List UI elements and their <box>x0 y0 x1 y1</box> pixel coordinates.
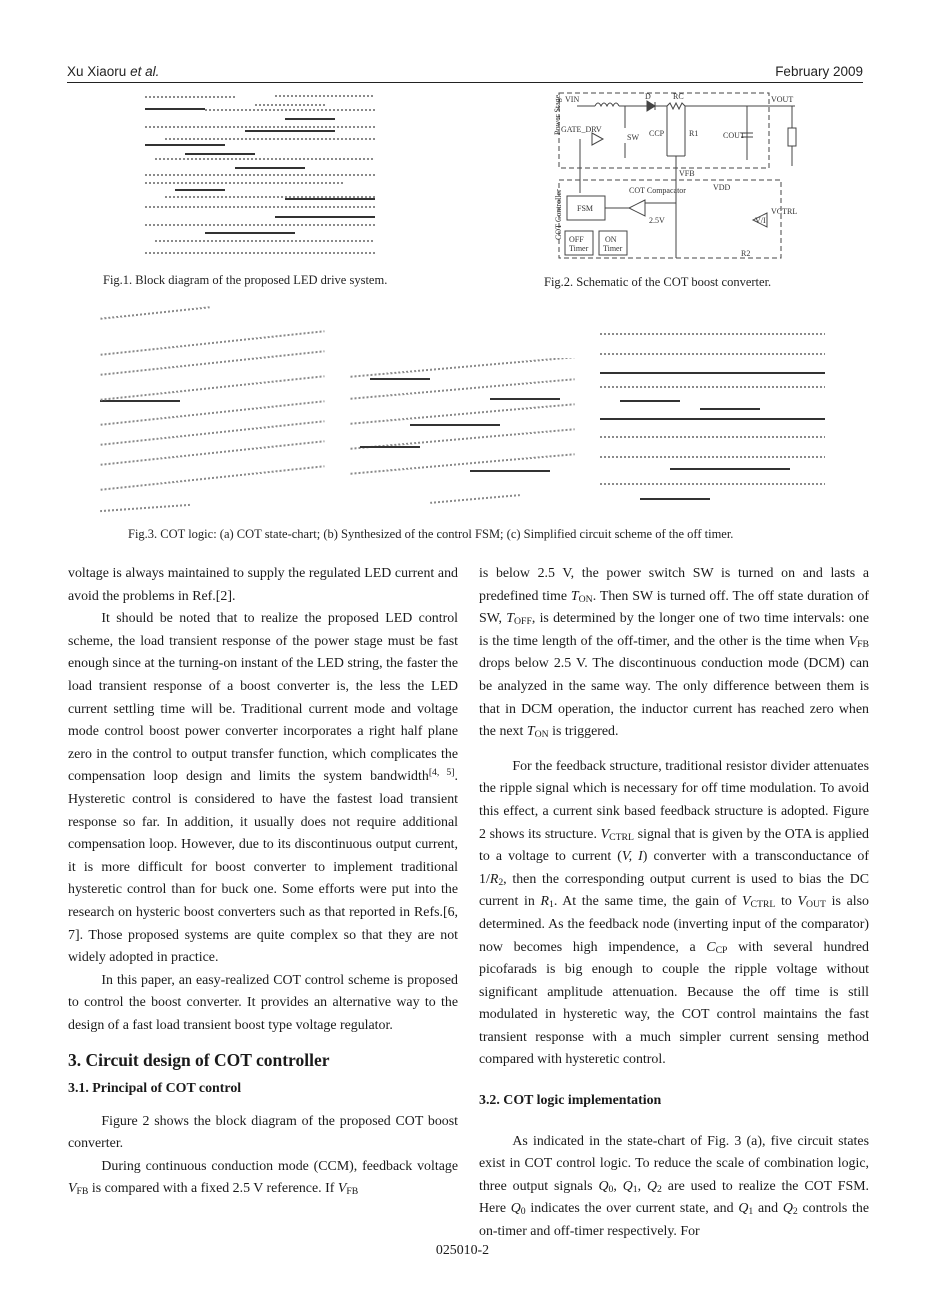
header-date: February 2009 <box>775 64 863 79</box>
svg-text:2.5V: 2.5V <box>649 216 665 225</box>
svg-text:VFB: VFB <box>679 169 695 178</box>
paragraph: During continuous conduction mode (CCM), feedback voltage $V_{FB}$ is compared with a fixed 2.5 V reference. If $V_{FB}$ <box>68 1158 458 1198</box>
svg-text:SW: SW <box>627 133 639 142</box>
paragraph: As indicated in the state-chart of Fig. 3 (a), five circuit states exist in COT control logic. To reduce the scale of combination logic, three output signals $Q_0$, $Q_1$, $Q_2$ are used to realize the COT FSM. Here $Q_0$ indicates the over current state, and $Q_1$ and $Q_2$ controls the on-timer and off-timer respectively. For <box>479 1133 870 1240</box>
svg-text:CCP: CCP <box>649 129 665 138</box>
paragraph: It should be noted that to realize the proposed LED control scheme, the load transient response of the power stage must be fast enough since at the turning-on instant of the LED string, the faster the load transient response of a boost converter is, the less the LED current settling time will be. Traditional current mode and voltage mode control boost power converter incorporates a right half plane zero in the control to output transfer function, which complicates the compensation loop design and limits the system bandwidth[4, 5]. Hysteretic control is considered to have the fastest load transient response so far. In addition, it usually does not require additional compensation loop. However, due to its discontinuous output current, it is more difficult for boost converter to implement traditional hysteretic control than for buck one. Some efforts were put into the research on hysteric boost converters such as that reported in Refs.[6, 7]. Those proposed systems are quite complex so that they are not widely adopted in practice. <box>68 611 458 966</box>
svg-text:FSM: FSM <box>577 204 594 213</box>
svg-text:ON: ON <box>605 235 617 244</box>
svg-text:GATE_DRV: GATE_DRV <box>561 125 602 134</box>
svg-text:VIN: VIN <box>565 95 580 104</box>
svg-text:OFF: OFF <box>569 235 584 244</box>
right-column <box>479 563 869 1244</box>
svg-text:RC: RC <box>673 92 684 101</box>
paragraph: For the feedback structure, traditional resistor divider attenuates the ripple signal which is necessary for off time modulation. To avoid this effect, a current sink based feedback structure is adopted. Figure 2 shows its structure. $V_{CTRL}$ signal that is given by the OTA is applied to a voltage to current (V, I) converter with a transconductance of $1/R_2$, then the corresponding output current is used to bias the DC current in $R_1$. At the same time, the gain of $V_{CTRL}$ to $V_{OUT}$ is also determined. As the feedback node (inverting input of the comparator) now becomes high impendence, a $C_{CP}$ with several hundred picofarads is big enough to couple the ripple voltage without significant amplitude attenuation. Because the off time is still modulated in hysteretic way, the COT control maintains the fast transient response with a much simpler current sensing method compared with hysteretic control. <box>479 758 869 1068</box>
figure-3c-image <box>600 328 825 513</box>
svg-text:Power Stage: Power Stage <box>553 94 562 135</box>
figure-1-caption: Fig.1. Block diagram of the proposed LED drive system. <box>103 273 388 287</box>
svg-text:Timer: Timer <box>569 244 589 253</box>
paragraph: Figure 2 shows the block diagram of the proposed COT boost converter. <box>68 1113 458 1152</box>
svg-text:VCTRL: VCTRL <box>771 207 798 216</box>
svg-text:COT Compacator: COT Compacator <box>629 186 686 195</box>
subsection-heading-3-1: 3.1. Principal of COT control <box>68 1081 242 1097</box>
paragraph: voltage is always maintained to supply the regulated LED current and avoid the problems in Ref.[2]. <box>68 566 458 604</box>
svg-text:Timer: Timer <box>603 244 623 253</box>
svg-text:COUT: COUT <box>723 131 745 140</box>
paragraph: is below 2.5 V, the power switch SW is turned on and lasts a predefined time $T_{ON}$. Then SW is turned off. The off state duration of SW, $T_{OFF}$, is determined by the longer one of two time intervals: one is the time length of the off-timer, and the other is the time when $V_{FB}$ drops below 2.5 V. The discontinuous conduction mode (DCM) can be analyzed in the same way. The only difference between them is that in DCM operation, the inductor current has reached zero when the next $T_{ON}$ is triggered. <box>479 566 869 741</box>
svg-text:D: D <box>645 92 651 101</box>
header-author: Xu Xiaoru et al. <box>67 64 160 79</box>
figure-3b-image <box>350 358 575 508</box>
svg-text:COT Controller: COT Controller <box>554 189 563 240</box>
figure-3-caption: Fig.3. COT logic: (a) COT state-chart; (b) Synthesized of the control FSM; (c) Simplified circuit scheme of the off timer. <box>128 527 734 541</box>
figure-2-schematic <box>537 88 807 260</box>
running-header <box>67 62 863 83</box>
figure-2-caption: Fig.2. Schematic of the COT boost converter. <box>544 275 772 289</box>
figure-1-image <box>145 92 377 258</box>
svg-text:R1: R1 <box>689 129 699 138</box>
svg-text:V/I: V/I <box>755 216 766 225</box>
section-heading-3: 3. Circuit design of COT controller <box>68 1050 330 1071</box>
figure-3a-image <box>100 302 325 514</box>
page-number: 025010-2 <box>435 1243 490 1258</box>
svg-text:R2: R2 <box>741 249 751 258</box>
svg-text:VOUT: VOUT <box>771 95 794 104</box>
paragraph: In this paper, an easy-realized COT control scheme is proposed to control the boost converter. It provides an alternative way to the design of a fast load transient boost type voltage regulator. <box>68 972 458 1033</box>
subsection-heading-3-2: 3.2. COT logic implementation <box>479 1093 662 1109</box>
svg-text:VDD: VDD <box>713 183 731 192</box>
left-column <box>68 563 458 1201</box>
